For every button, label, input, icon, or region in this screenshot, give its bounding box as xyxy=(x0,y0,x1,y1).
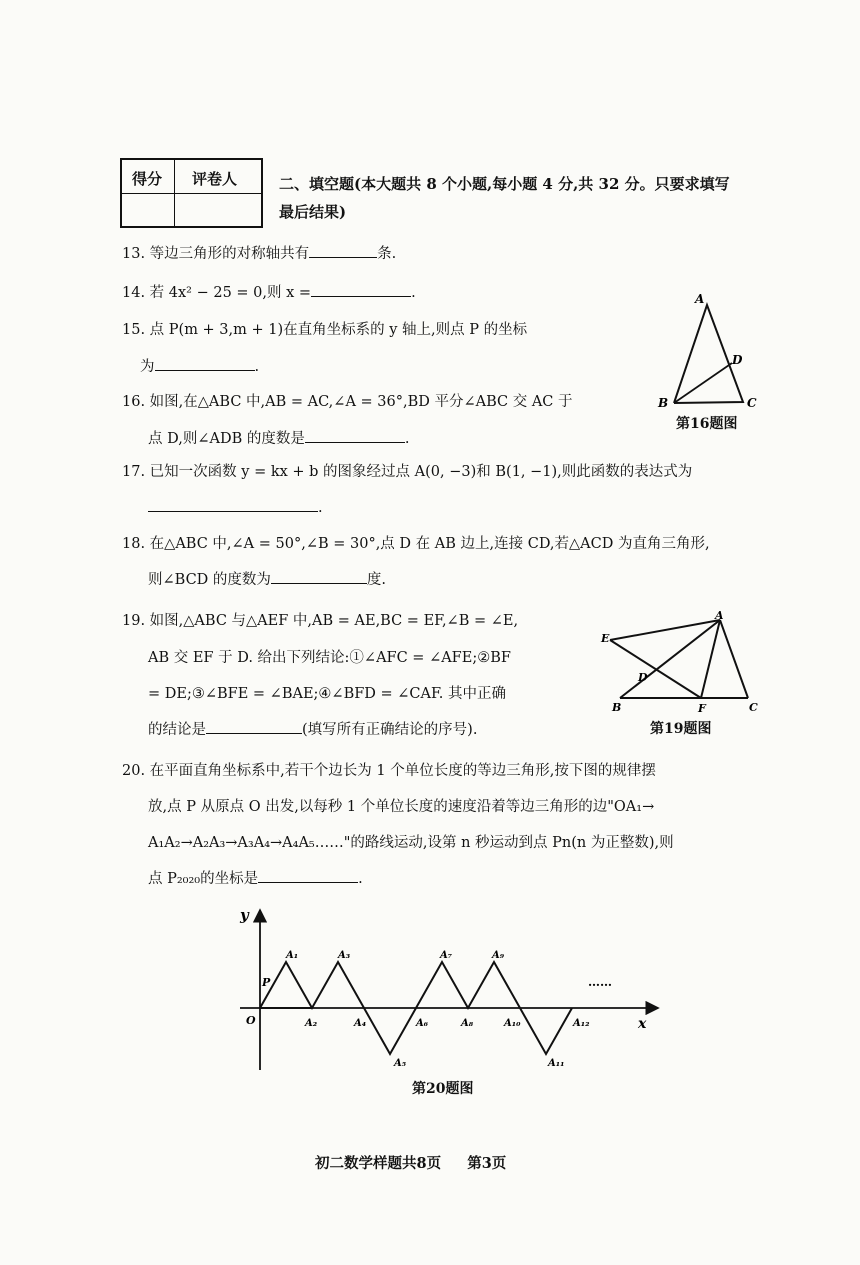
q19-answer-blank[interactable] xyxy=(206,719,302,734)
fig20-label-a8: A₈ xyxy=(461,1018,474,1029)
fig19-label-d: D xyxy=(638,671,648,684)
figure-20 xyxy=(230,900,670,1075)
section-title-line2: 最后结果) xyxy=(279,203,347,221)
fig20-label-a4: A₄ xyxy=(354,1018,367,1029)
question-20-line3: A₁A₂→A₂A₃→A₃A₄→A₄A₅……"的路线运动,设第 n 秒运动到点 Pn(n 为正整数),则 xyxy=(148,835,674,851)
fig19-caption: 第19题图 xyxy=(650,721,712,737)
q19-text-cont: 的结论是 xyxy=(148,722,206,738)
footer-total-pages: 初二数学样题共8页 xyxy=(315,1155,442,1172)
fig20-label-a3: A₃ xyxy=(338,950,351,961)
question-18-line2 xyxy=(148,568,386,589)
question-18-line1 xyxy=(122,532,710,553)
table-divider-horizontal xyxy=(122,193,261,194)
figure-19 xyxy=(598,608,763,718)
fig16-label-a: A xyxy=(695,292,705,306)
question-20-line1 xyxy=(122,759,656,780)
fig20-label-a5: A₅ xyxy=(394,1058,407,1069)
q15-text-end: . xyxy=(254,359,260,375)
score-table xyxy=(120,158,263,228)
fig19-segment-ef xyxy=(610,640,701,698)
fig16-bisector-bd xyxy=(674,363,732,403)
q15-number: 15. xyxy=(122,322,146,338)
fig20-label-a1: A₁ xyxy=(286,950,299,961)
fig19-label-a: A xyxy=(715,609,724,622)
fig20-axis-x-label: x xyxy=(638,1016,647,1032)
q18-number: 18. xyxy=(122,536,146,552)
fig20-label-a7: A₇ xyxy=(440,950,453,961)
q13-answer-blank[interactable] xyxy=(309,243,377,258)
q20-answer-blank[interactable] xyxy=(258,868,358,883)
q18-text: 在△ABC 中,∠A = 50°,∠B = 30°,点 D 在 AB 边上,连接 CD,若△ACD 为直角三角形, xyxy=(149,536,710,552)
footer-page-number: 第3页 xyxy=(467,1155,507,1172)
question-16-line1 xyxy=(122,390,573,411)
question-17-line1 xyxy=(122,460,692,481)
question-15-line1 xyxy=(122,318,527,339)
fig19-label-b: B xyxy=(612,701,622,714)
q16-text-cont: 点 D,则∠ADB 的度数是 xyxy=(148,431,305,447)
q19-text-end: (填写所有正确结论的序号). xyxy=(302,722,478,738)
grader-header: 评卷人 xyxy=(192,170,238,188)
q17-text: 已知一次函数 y = kx + b 的图象经过点 A(0, −3)和 B(1, −1),则此函数的表达式为 xyxy=(149,464,693,480)
q15-answer-blank[interactable] xyxy=(155,356,255,371)
question-14 xyxy=(122,281,416,302)
q13-text-end: 条. xyxy=(377,246,397,262)
q20-text: 在平面直角坐标系中,若干个边长为 1 个单位长度的等边三角形,按下图的规律摆 xyxy=(149,763,656,779)
question-20-line2: 放,点 P 从原点 O 出发,以每秒 1 个单位长度的速度沿着等边三角形的边"OA₁→ xyxy=(148,799,655,815)
question-17-line2 xyxy=(148,497,323,516)
fig19-label-f: F xyxy=(698,702,706,715)
fig16-label-b: B xyxy=(658,396,669,410)
question-16-line2 xyxy=(148,427,409,448)
fig16-label-d: D xyxy=(732,353,743,367)
question-15-line2 xyxy=(140,355,259,376)
q14-answer-blank[interactable] xyxy=(311,282,411,297)
q18-answer-blank[interactable] xyxy=(271,569,367,584)
fig20-axis-y-label: y xyxy=(240,906,249,924)
fig19-segment-ca xyxy=(720,620,748,698)
fig19-segment-ea xyxy=(610,620,720,640)
fig20-label-a10: A₁₀ xyxy=(504,1018,521,1029)
fig20-label-a6: A₆ xyxy=(416,1018,429,1029)
question-19-line3: = DE;③∠BFE = ∠BAE;④∠BFD = ∠CAF. 其中正确 xyxy=(148,686,507,702)
fig20-caption: 第20题图 xyxy=(412,1081,474,1097)
fig20-p-label: P xyxy=(262,976,271,989)
q18-text-end: 度. xyxy=(366,572,387,588)
page-footer xyxy=(315,1152,506,1173)
q20-text-cont: 点 P₂₀₂₀的坐标是 xyxy=(148,871,259,887)
q14-text-end: . xyxy=(411,285,416,301)
question-19-line4 xyxy=(148,718,477,739)
q16-answer-blank[interactable] xyxy=(305,428,405,443)
q17-answer-blank[interactable] xyxy=(148,497,318,512)
score-header: 得分 xyxy=(132,170,163,188)
fig20-label-a11: A₁₁ xyxy=(548,1058,565,1069)
q15-text: 点 P(m + 3,m + 1)在直角坐标系的 y 轴上,则点 P 的坐标 xyxy=(149,322,528,338)
question-13 xyxy=(122,242,396,263)
q16-text: 如图,在△ABC 中,AB = AC,∠A = 36°,BD 平分∠ABC 交 AC 于 xyxy=(149,394,573,410)
fig20-label-a12: A₁₂ xyxy=(573,1018,590,1029)
q20-text-end: . xyxy=(358,871,363,887)
question-20-line4 xyxy=(148,867,363,888)
q15-text-cont: 为 xyxy=(140,359,155,375)
fig19-label-e: E xyxy=(601,632,610,645)
q17-text-end: . xyxy=(318,500,323,516)
question-19-line2: AB 交 EF 于 D. 给出下列结论:①∠AFC = ∠AFE;②BF xyxy=(148,650,511,666)
fig16-label-c: C xyxy=(747,396,757,410)
q20-number: 20. xyxy=(122,763,146,779)
q16-text-end: . xyxy=(404,431,410,447)
q19-text: 如图,△ABC 与△AEF 中,AB = AE,BC = EF,∠B = ∠E, xyxy=(149,613,519,629)
q19-number: 19. xyxy=(122,613,146,629)
fig20-label-a9: A₉ xyxy=(492,950,505,961)
fig20-label-a2: A₂ xyxy=(305,1018,318,1029)
q13-text: 等边三角形的对称轴共有 xyxy=(149,246,310,262)
fig20-origin-label: O xyxy=(246,1014,256,1027)
q16-number: 16. xyxy=(122,394,146,410)
fig20-ellipsis: …… xyxy=(588,975,612,989)
fig19-segment-ba xyxy=(620,620,720,698)
q14-number: 14. xyxy=(122,285,146,301)
question-19-line1 xyxy=(122,609,518,630)
q13-number: 13. xyxy=(122,246,146,262)
q14-text: 若 4x² − 25 = 0,则 x = xyxy=(149,285,312,301)
fig19-label-c: C xyxy=(749,701,758,714)
q17-number: 17. xyxy=(122,464,146,480)
section-title-line1: 二、填空题(本大题共 8 个小题,每小题 4 分,共 32 分。只要求填写 xyxy=(279,175,730,193)
fig16-caption: 第16题图 xyxy=(676,416,738,432)
q18-text-cont: 则∠BCD 的度数为 xyxy=(148,572,271,588)
